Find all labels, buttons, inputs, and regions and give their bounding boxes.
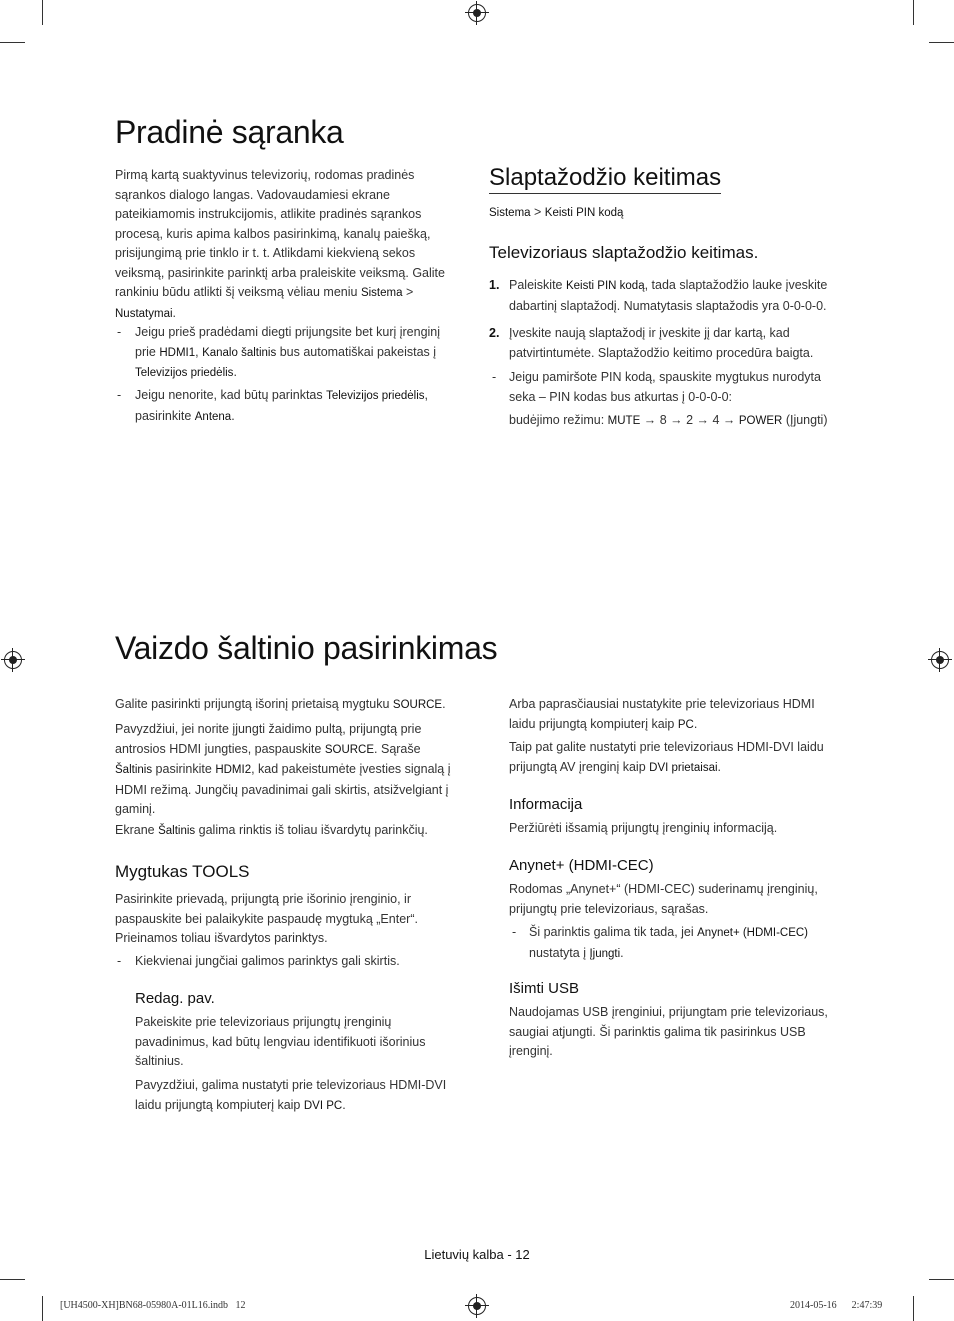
text: . [693, 716, 698, 731]
text: > [402, 285, 414, 299]
crop-mark [0, 1279, 25, 1280]
televizijos-priedelis-label: Televizijos priedėlis [326, 390, 425, 402]
option-title: Anynet+ (HDMI-CEC) [509, 857, 654, 874]
text: . [233, 365, 237, 379]
paragraph: Pasirinkite prievadą, prijungtą prie išorinio įrenginio, ir paspauskite bei palaikykite paspaudę mygtuką „Enter“. Prieinamos toliau išvardytos parinktys. [115, 892, 418, 945]
text: pasirinkite [152, 762, 216, 776]
keisti-pin-label: Keisti PIN kodą [565, 280, 645, 292]
note-dash: - [117, 954, 122, 968]
text: (Įjungti) [782, 413, 828, 427]
breadcrumb-keisti-pin: Keisti PIN kodą [544, 207, 624, 219]
registration-mark-icon [468, 4, 486, 22]
paragraph [509, 695, 839, 735]
page-title: Pradinė sąranka [115, 114, 344, 150]
text: nustatyta į [529, 945, 590, 960]
kanalo-saltinis-label: Kanalo šaltinis [202, 346, 277, 359]
text: Arba paprasčiausiai nustatykite prie televizoriaus HDMI laidu prijungtą kompiuterį kaip [509, 697, 815, 731]
tools-key: TOOLS [192, 862, 250, 881]
section-title: Slaptažodžio keitimas [489, 164, 721, 194]
note-paragraph [529, 923, 849, 964]
text: galima rinktis iš toliau išvardytų parinkčių. [195, 823, 428, 837]
menu-nustatymai: Nustatymai [115, 307, 173, 320]
paragraph [135, 1076, 455, 1116]
source-key: SOURCE [324, 743, 375, 756]
note-paragraph: Kiekvienai jungčiai galimos parinktys gali skirtis. [135, 954, 400, 968]
text: bus automatiškai pakeistas į [276, 344, 437, 359]
text: budėjimo režimu: [509, 413, 608, 427]
text: Pavyzdžiui, galima nustatyti prie televizoriaus HDMI-DVI laidu prijungtą kompiuterį kaip [135, 1078, 447, 1112]
step-number: 1. [489, 278, 500, 292]
text: Ekrane [115, 823, 159, 837]
text: , kad pakeistumėte įvesties signalą į HDMI režimą. Jungčių pavadinimai gali skirtis, atsižvelgiant į gaminį. [115, 762, 451, 816]
crop-mark [42, 0, 43, 25]
paragraph [509, 738, 844, 778]
page-title: Vaizdo šaltinio pasirinkimas [115, 630, 498, 666]
pc-label: PC [677, 718, 694, 731]
note-paragraph [135, 323, 460, 384]
text: . Sąraše [374, 741, 421, 756]
text: . [342, 1097, 346, 1112]
note-paragraph: Jeigu pamiršote PIN kodą, spauskite mygtukus nurodyta seka – PIN kodas bus atkurtas į 0-0-0-0: [509, 370, 821, 404]
text: . [172, 305, 177, 320]
breadcrumb [489, 203, 623, 224]
step-text [509, 276, 844, 316]
text: . [231, 408, 235, 423]
crop-mark [913, 0, 914, 25]
paragraph: Pakeiskite prie televizoriaus prijungtų įrenginių pavadinimus, kad būtų lengviau identifikuoti išorinius šaltinius. [135, 1015, 426, 1068]
text: Jeigu nenorite, kad būtų parinktas [135, 388, 327, 402]
ijungti-label: Įjungti [589, 947, 621, 960]
step-number: 2. [489, 326, 500, 340]
note-dash: - [117, 325, 122, 339]
source-key: SOURCE [392, 699, 443, 711]
text: . [620, 945, 624, 960]
paragraph: Peržiūrėti išsamią prijungtų įrenginių informaciją. [509, 821, 778, 835]
option-title: Išimti USB [509, 980, 580, 997]
crop-mark [0, 42, 25, 43]
text: Jeigu prieš pradėdami diegti prijungsite bet kurį įrenginį prie [135, 325, 441, 359]
dvi-pc-label: DVI PC [303, 1099, 343, 1112]
registration-mark-icon [931, 651, 949, 669]
subsection-title [115, 862, 250, 882]
text: Pirmą kartą suaktyvinus televizorių, rodomas pradinės sąrankos dialogo langas. Vadovaudamiesi ekrane pateikiamomis instrukcijomis, atlikite pradinės sąrankos procesą, kuris apima kalbos pasirinkimą, kanalų paiešką, prisijungimą prie tinklo ir t. t. Atlikdami kiekvieną sekos veiksmą, pasirinkite parinktį arba praleiskite veiksmą. Galite rankiniu būdu atlikti šį veiksmą vėliau meniu [115, 168, 445, 299]
note-paragraph [135, 386, 465, 427]
note-dash: - [492, 370, 497, 384]
text: > [530, 205, 545, 219]
option-title: Informacija [509, 796, 583, 813]
paragraph: Naudojamas USB įrenginiui, prijungtam prie televizoriaus, saugiai atjungti. Ši parinktis galima tik pasirinkus USB įrenginį. [509, 1005, 828, 1058]
text: Galite pasirinkti prijungtą išorinį prietaisą mygtuku [115, 697, 393, 711]
text: Paleiskite [509, 278, 566, 292]
crop-mark [929, 42, 954, 43]
saltinis-label: Šaltinis [115, 764, 153, 776]
text: . [717, 759, 722, 774]
text: → 8 → 2 → 4 → [640, 413, 739, 427]
menu-sistema: Sistema [360, 287, 403, 299]
crop-mark [42, 1296, 43, 1321]
crop-mark [913, 1296, 914, 1321]
breadcrumb-sistema: Sistema [489, 207, 531, 219]
print-date: 2014-05-16 2:47:39 [790, 1300, 883, 1311]
paragraph [115, 821, 465, 842]
text: , pasirinkite [135, 388, 429, 423]
anynet-label: Anynet+ (HDMI-CEC) [697, 927, 809, 939]
text: Ši parinktis galima tik tada, jei [529, 925, 698, 939]
note-dash: - [512, 925, 517, 939]
file-info: [UH4500-XH]BN68-05980A-01L16.indb 12 [60, 1300, 246, 1311]
intro-paragraph [115, 166, 460, 324]
option-title: Redag. pav. [135, 990, 215, 1007]
text: , [195, 344, 203, 359]
paragraph [115, 720, 460, 820]
hdmi2-label: HDMI2 [215, 764, 252, 776]
paragraph: Rodomas „Anynet+“ (HDMI-CEC) suderinamų įrenginių, prijungtų prie televizoriaus, sąrašas. [509, 882, 818, 916]
antena-label: Antena [194, 410, 232, 423]
note-dash: - [117, 388, 122, 402]
step-text: Įveskite naują slaptažodį ir įveskite jį dar kartą, kad patvirtintumėte. Slaptažodžio keitimo procedūra baigta. [509, 326, 814, 360]
registration-mark-icon [4, 651, 22, 669]
key-sequence [509, 411, 828, 432]
mute-key: MUTE [607, 415, 641, 427]
crop-mark [929, 1279, 954, 1280]
saltinis-label: Šaltinis [158, 825, 196, 837]
text: Taip pat galite nustatyti prie televizoriaus HDMI-DVI laidu prijungtą AV įrenginį kaip [509, 740, 824, 774]
text: . [442, 697, 446, 711]
registration-mark-icon [468, 1297, 486, 1315]
text: , tada slaptažodžio lauke įveskite dabartinį slaptažodį. Numatytasis slaptažodis yra 0-0-0-0. [509, 278, 828, 313]
subsection-title: Televizoriaus slaptažodžio keitimas. [489, 243, 759, 262]
text: Pavyzdžiui, jei norite įjungti žaidimo pultą, prijungtą prie antrosios HDMI jungties, paspauskite [115, 722, 422, 756]
hdmi1-label: HDMI1 [159, 346, 196, 359]
page-number: Lietuvių kalba - 12 [424, 1247, 530, 1262]
paragraph [115, 695, 465, 716]
dvi-prietaisai-label: DVI prietaisai [649, 761, 718, 774]
televizijos-priedelis-label: Televizijos priedėlis [135, 367, 234, 379]
power-key: POWER [738, 415, 783, 427]
text: Mygtukas [115, 862, 193, 881]
